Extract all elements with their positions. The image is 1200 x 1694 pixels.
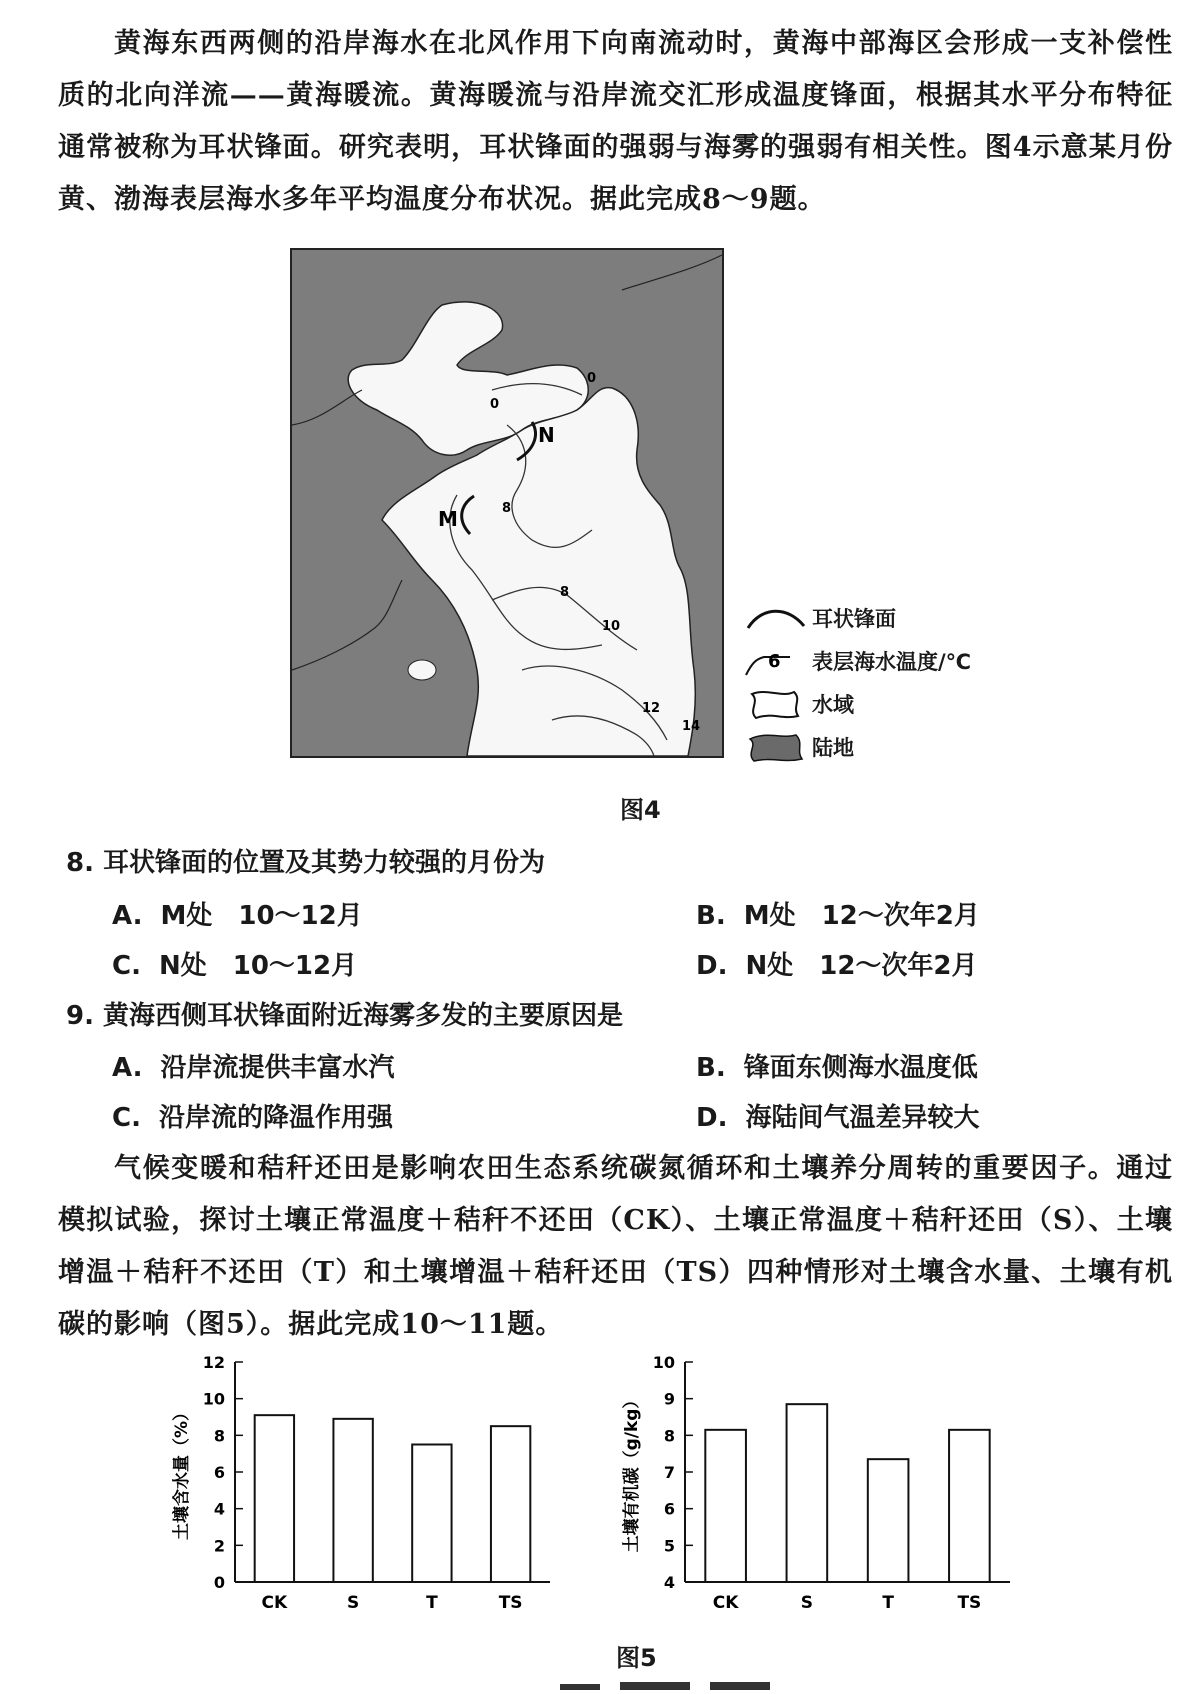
bar-TS [949, 1430, 990, 1582]
figure-4-caption: 图4 [620, 796, 661, 824]
option-text: M处 10～12月 [160, 901, 363, 931]
q8-option-d[interactable] [696, 945, 978, 982]
footer-fragment-svg [560, 1676, 780, 1694]
q8-option-a[interactable] [112, 895, 363, 932]
legend-label: 陆地 [812, 735, 854, 760]
y-axis-label: 土壤含水量（%） [172, 1403, 192, 1541]
y-tick-label: 9 [663, 1389, 675, 1409]
intro-paragraph-1: 黄海东西两侧的沿岸海水在北风作用下向南流动时，黄海中部海区会形成一支补偿性质的北向洋流——黄海暖流。黄海暖流与沿岸流交汇形成温度锋面，根据其水平分布特征通常被称为耳状锋面。研究表明，耳状锋面的强弱与海雾的强弱有相关性。图4示意某月份黄、渤海表层海水多年平均温度分布状况。据此完成8～9题。 [58, 28, 1173, 215]
q9-option-d[interactable] [696, 1097, 979, 1134]
bar-S [333, 1419, 372, 1582]
figure-5-caption: 图5 [616, 1644, 657, 1672]
label-N: N [538, 423, 555, 447]
map-svg [292, 250, 722, 756]
x-category-label: S [800, 1593, 813, 1613]
y-tick-label: 5 [663, 1536, 675, 1556]
y-tick-label: 10 [652, 1353, 675, 1372]
legend-label: 表层海水温度/℃ [812, 649, 972, 674]
footer-ink-fragment [560, 1684, 600, 1690]
option-text: N处 10～12月 [158, 951, 358, 981]
isotherm-label: 8 [560, 585, 570, 600]
option-text: 沿岸流提供丰富水汽 [160, 1053, 395, 1083]
legend-row-front [742, 596, 1002, 639]
bar-S [787, 1404, 828, 1582]
chart-soil-moisture-svg [160, 1352, 570, 1622]
q9-option-c[interactable] [112, 1097, 393, 1134]
y-tick-label: 7 [663, 1463, 675, 1482]
map-figure-4 [290, 248, 724, 758]
q8-option-b[interactable] [696, 895, 980, 932]
island [408, 660, 436, 680]
label-M: M [438, 507, 458, 531]
map-legend [742, 596, 1002, 768]
option-letter: D. [696, 1103, 728, 1133]
bar-T [412, 1445, 451, 1583]
x-category-label: CK [261, 1593, 288, 1613]
y-tick-label: 0 [213, 1573, 225, 1592]
option-letter: C. [112, 951, 141, 981]
water-icon [742, 686, 812, 722]
isotherm-label: 12 [642, 701, 661, 716]
isotherm-label: 10 [602, 619, 621, 634]
bar-TS [491, 1426, 530, 1582]
y-tick-label: 2 [213, 1536, 225, 1556]
question-8-stem: 8. 耳状锋面的位置及其势力较强的月份为 [66, 848, 546, 878]
x-category-label: TS [957, 1593, 982, 1613]
y-tick-label: 10 [202, 1389, 225, 1409]
bar-T [868, 1459, 909, 1582]
legend-label: 耳状锋面 [812, 606, 896, 631]
bar-CK [255, 1415, 294, 1582]
q8-option-c[interactable] [112, 945, 357, 982]
option-text: 沿岸流的降温作用强 [158, 1103, 393, 1133]
isotherm-label: 14 [682, 719, 701, 734]
x-category-label: T [426, 1593, 438, 1613]
option-text: 海陆间气温差异较大 [745, 1103, 980, 1133]
footer-ink-fragment [710, 1682, 770, 1690]
option-letter: A. [112, 901, 143, 931]
y-tick-label: 12 [202, 1353, 225, 1372]
land-icon [742, 729, 812, 765]
isotherm-label: 0 [587, 371, 597, 386]
y-tick-label: 6 [663, 1499, 675, 1519]
isotherm-sample-label: 6 [768, 650, 781, 672]
q9-option-b[interactable] [696, 1047, 978, 1084]
y-tick-label: 6 [213, 1463, 225, 1482]
y-tick-label: 4 [213, 1499, 225, 1519]
footer-ink-fragment [620, 1682, 690, 1690]
x-category-label: CK [712, 1593, 739, 1613]
y-tick-label: 8 [213, 1426, 225, 1446]
intro-paragraph-2: 气候变暖和秸秆还田是影响农田生态系统碳氮循环和土壤养分周转的重要因子。通过模拟试验，探讨土壤正常温度＋秸秆不还田（CK）、土壤正常温度＋秸秆还田（S）、土壤增温＋秸秆不还田（T）和土壤增温＋秸秆还田（TS）四种情形对土壤含水量、土壤有机碳的影响（图5）。据此完成10～11题。 [58, 1153, 1173, 1340]
isotherm-label: 8 [502, 501, 512, 516]
chart-soil-moisture [160, 1352, 570, 1626]
bar-CK [705, 1430, 746, 1582]
x-category-label: TS [498, 1593, 523, 1613]
x-category-label: T [882, 1593, 894, 1613]
option-letter: D. [696, 951, 728, 981]
legend-row-land [742, 725, 1002, 768]
legend-label: 水域 [812, 692, 854, 717]
isotherm-icon [742, 643, 812, 679]
chart-soil-organic-carbon [610, 1352, 1030, 1626]
question-9-stem: 9. 黄海西侧耳状锋面附近海雾多发的主要原因是 [66, 1001, 624, 1031]
option-letter: B. [696, 901, 726, 931]
isotherm-label: 0 [490, 397, 500, 412]
x-category-label: S [347, 1593, 360, 1613]
q9-option-a[interactable] [112, 1047, 395, 1084]
chart-soil-organic-carbon-svg [610, 1352, 1030, 1622]
front-curve-icon [742, 600, 812, 636]
legend-row-isotherm [742, 639, 1002, 682]
legend-row-water [742, 682, 1002, 725]
option-letter: B. [696, 1053, 726, 1083]
y-axis-label: 土壤有机碳（g/kg） [622, 1391, 642, 1553]
option-text: N处 12～次年2月 [745, 951, 978, 981]
page-footer-fragment [560, 1676, 780, 1694]
option-text: M处 12～次年2月 [743, 901, 980, 931]
option-text: 锋面东侧海水温度低 [743, 1053, 978, 1083]
y-tick-label: 4 [663, 1573, 675, 1592]
option-letter: A. [112, 1053, 143, 1083]
option-letter: C. [112, 1103, 141, 1133]
y-tick-label: 8 [663, 1426, 675, 1446]
